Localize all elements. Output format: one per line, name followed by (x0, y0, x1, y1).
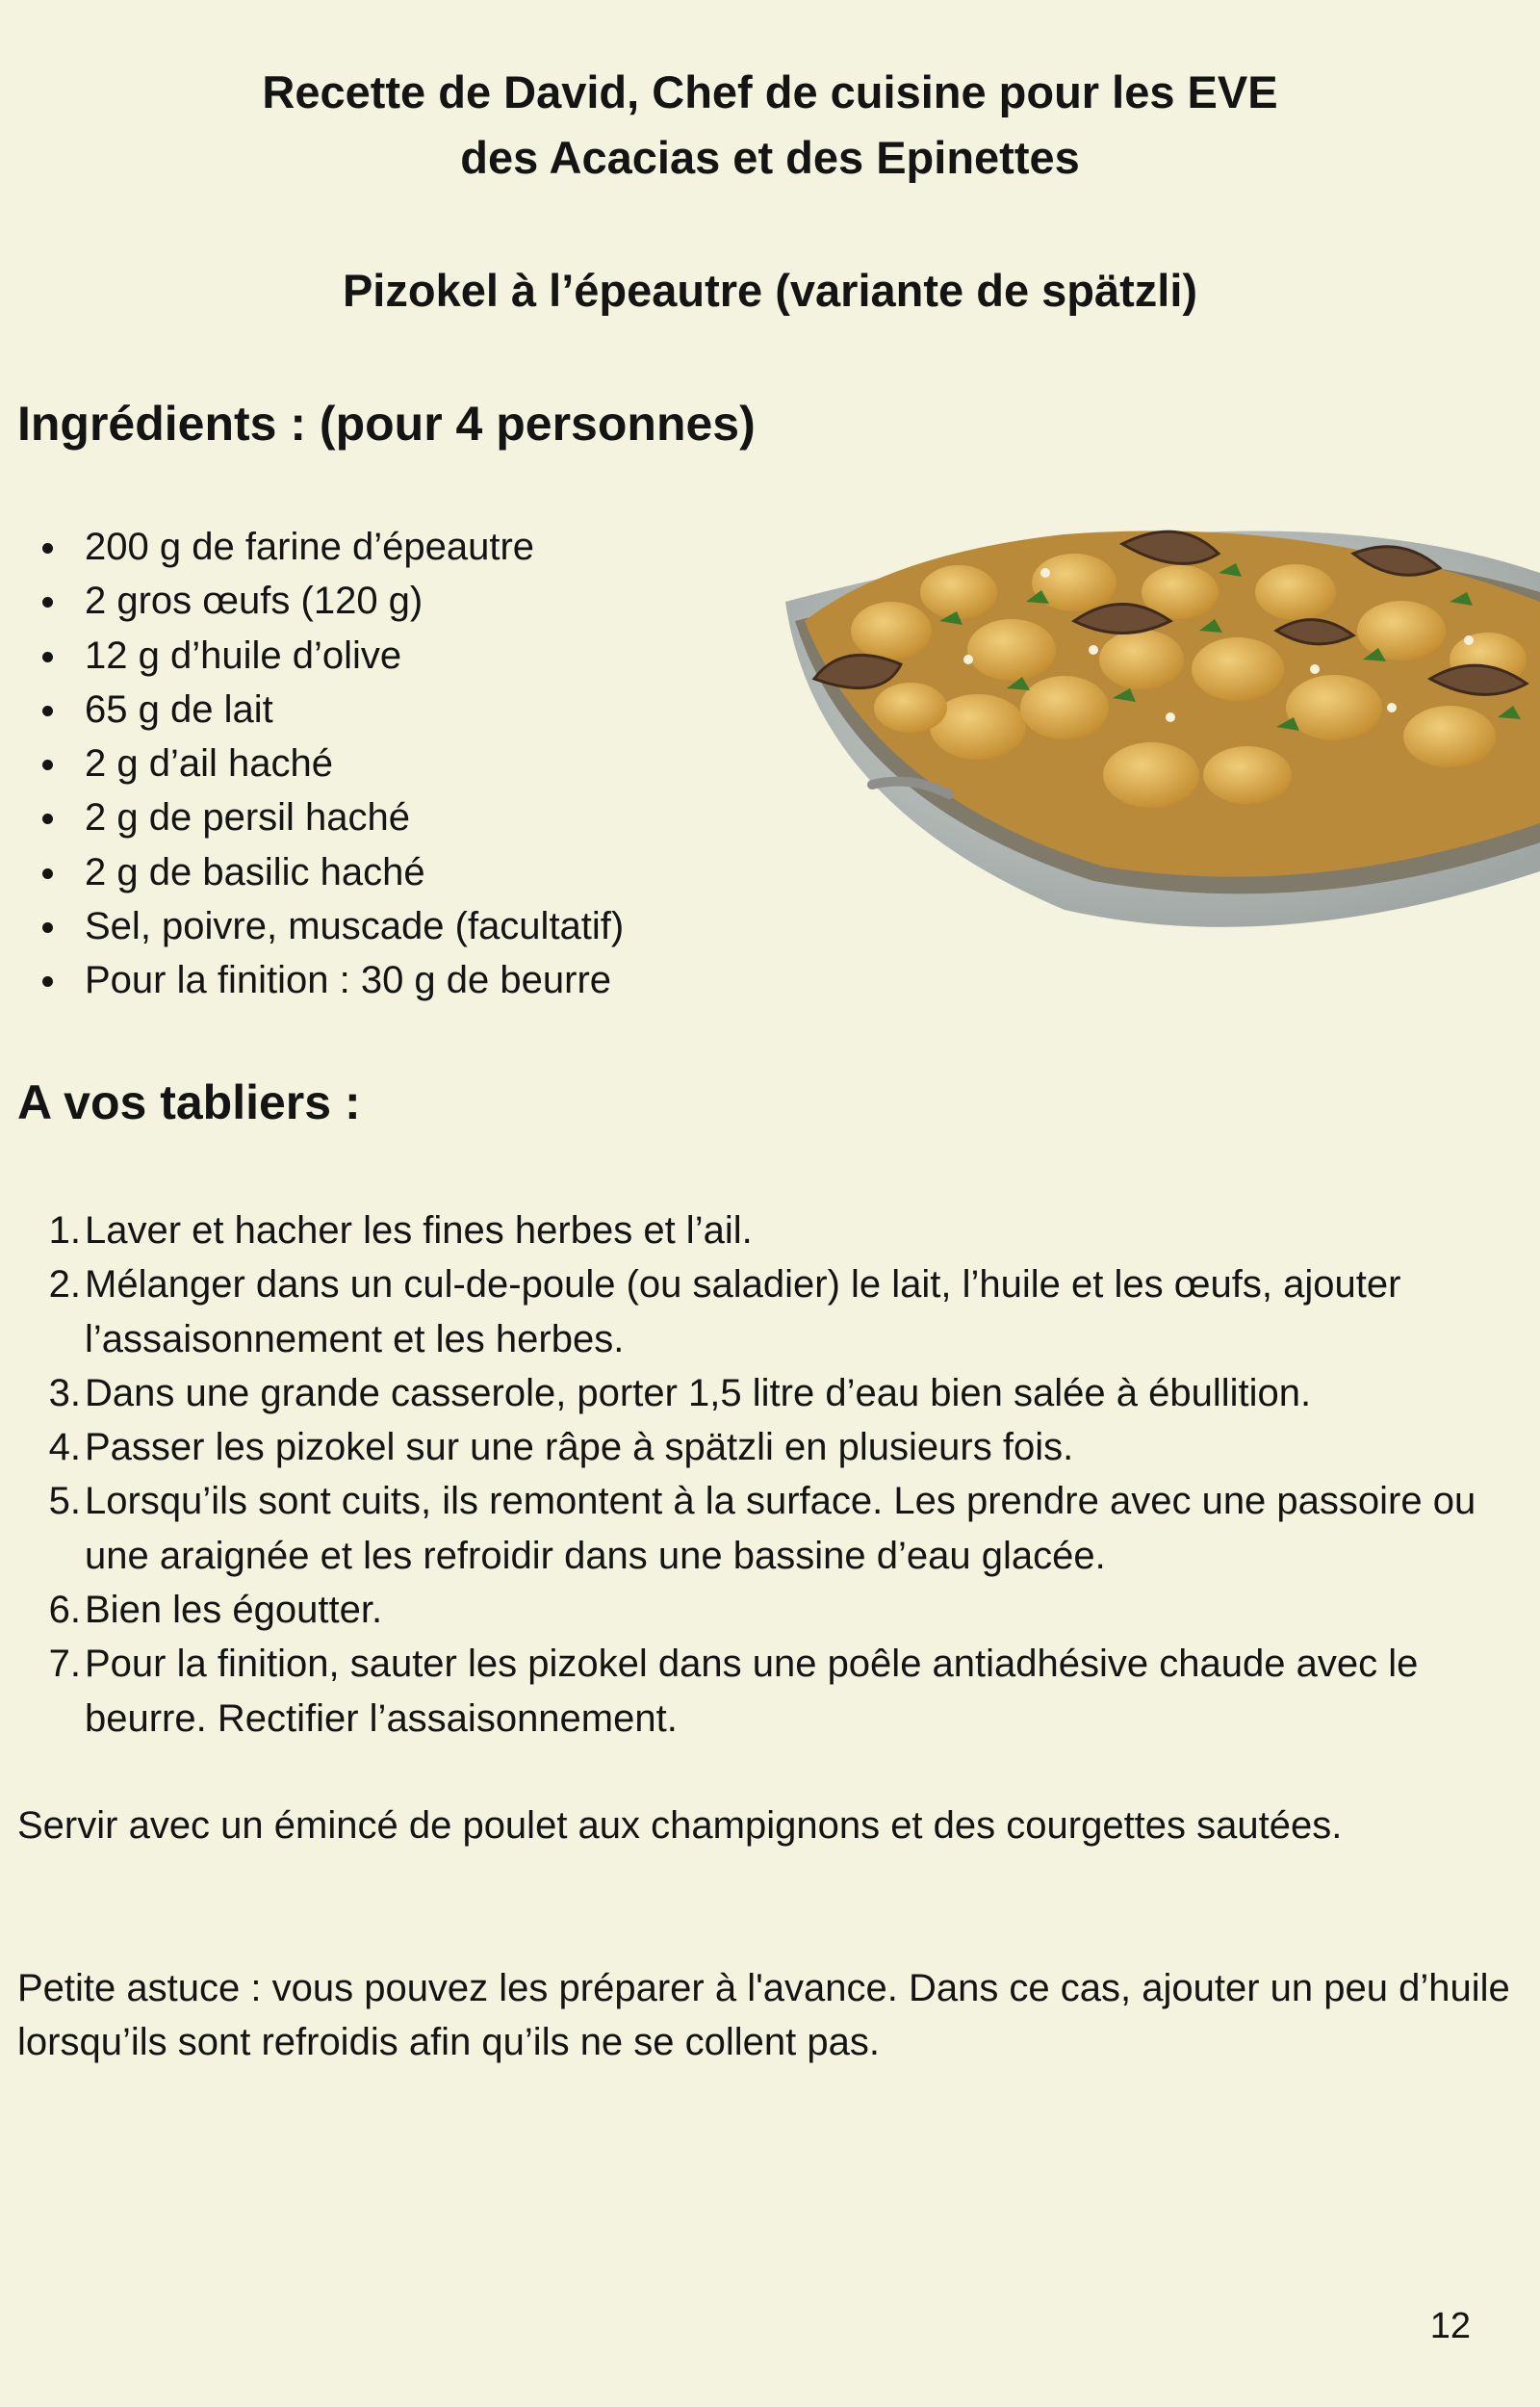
gnocchi (1255, 564, 1336, 620)
step-text: Lorsqu’ils sont cuits, ils remontent à la surface. Les prendre avec une passoire ou une araignée et les refroidir dans une bassine d’eau glacée. (85, 1480, 1476, 1577)
gnocchi (874, 683, 947, 733)
gnocchi (967, 619, 1056, 681)
gnocchi (1203, 746, 1292, 804)
step-item (29, 1420, 1526, 1474)
ingredient-item: 2 gros œufs (120 g) (29, 574, 760, 628)
ingredient-item: 2 g d’ail haché (29, 737, 760, 790)
cheese (1387, 703, 1397, 712)
cheese (1040, 568, 1050, 578)
gnocchi (1103, 742, 1199, 808)
tip-text: Petite astuce : vous pouvez les préparer à l'avance. Dans ce cas, ajouter un peu d’huile lorsqu’ils sont refroidis afin qu’ils ne se collent pas. (17, 1967, 1510, 2064)
gnocchi (1357, 601, 1446, 660)
step-text: Laver et hacher les fines herbes et l’ail. (85, 1209, 753, 1252)
ingredient-item: Pour la finition : 30 g de beurre (29, 953, 760, 1007)
step-item (29, 1257, 1526, 1366)
step-number: 5. (48, 1480, 81, 1523)
step-item (29, 1474, 1526, 1583)
cheese (1464, 635, 1474, 645)
recipe-name: Pizokel à l’épeautre (variante de spätzli) (342, 265, 1198, 316)
steps-list (29, 1204, 1526, 1746)
cheese (1089, 645, 1098, 655)
step-item (29, 1583, 1526, 1637)
ingredient-item: 65 g de lait (29, 683, 760, 737)
step-number: 7. (48, 1643, 81, 1686)
steps-heading: A vos tabliers : (17, 1075, 361, 1129)
gnocchi (1286, 675, 1382, 740)
page-number: 12 (1429, 2306, 1471, 2346)
step-number: 6. (48, 1589, 81, 1632)
gnocchi (1020, 676, 1109, 739)
step-text: Dans une grande casserole, porter 1,5 litre d’eau bien salée à ébullition. (85, 1371, 1312, 1414)
gnocchi (1403, 706, 1496, 767)
cheese (1166, 712, 1175, 722)
ingredients-heading: Ingrédients : (pour 4 personnes) (17, 397, 756, 451)
dish-photo (776, 486, 1540, 948)
ingredient-item: Sel, poivre, muscade (facultatif) (29, 899, 760, 953)
step-number: 4. (48, 1426, 81, 1469)
ingredient-item: 12 g d’huile d’olive (29, 629, 760, 683)
cheese (963, 655, 973, 664)
step-text: Mélanger dans un cul-de-poule (ou saladier) le lait, l’huile et les œufs, ajouter l’assaisonnement et les herbes. (85, 1263, 1401, 1360)
step-item (29, 1204, 1526, 1257)
gnocchi (920, 565, 997, 619)
title-line-2: des Acacias et des Epinettes (460, 132, 1080, 183)
step-number: 2. (48, 1263, 81, 1307)
page-title (0, 60, 1540, 191)
gnocchi (851, 602, 932, 660)
step-text: Pour la finition, sauter les pizokel dans une poêle antiadhésive chaude avec le beurre. Rectifier l’assaisonnement. (85, 1643, 1419, 1740)
ingredient-item: 200 g de farine d’épeautre (29, 520, 760, 574)
gnocchi (1099, 630, 1184, 689)
ingredient-item: 2 g de basilic haché (29, 845, 760, 899)
step-text: Bien les égoutter. (85, 1589, 383, 1632)
cheese (1310, 664, 1320, 674)
step-text: Passer les pizokel sur une râpe à spätzli en plusieurs fois. (85, 1426, 1074, 1469)
ingredients-list (29, 520, 760, 1008)
step-item (29, 1366, 1526, 1420)
gnocchi (1192, 637, 1284, 701)
ingredient-item: 2 g de persil haché (29, 790, 760, 844)
step-number: 1. (48, 1209, 81, 1252)
step-item (29, 1637, 1526, 1746)
serving-suggestion: Servir avec un émincé de poulet aux champignons et des courgettes sautées. (17, 1804, 1343, 1847)
title-line-1: Recette de David, Chef de cuisine pour les EVE (262, 66, 1278, 117)
step-number: 3. (48, 1371, 81, 1414)
